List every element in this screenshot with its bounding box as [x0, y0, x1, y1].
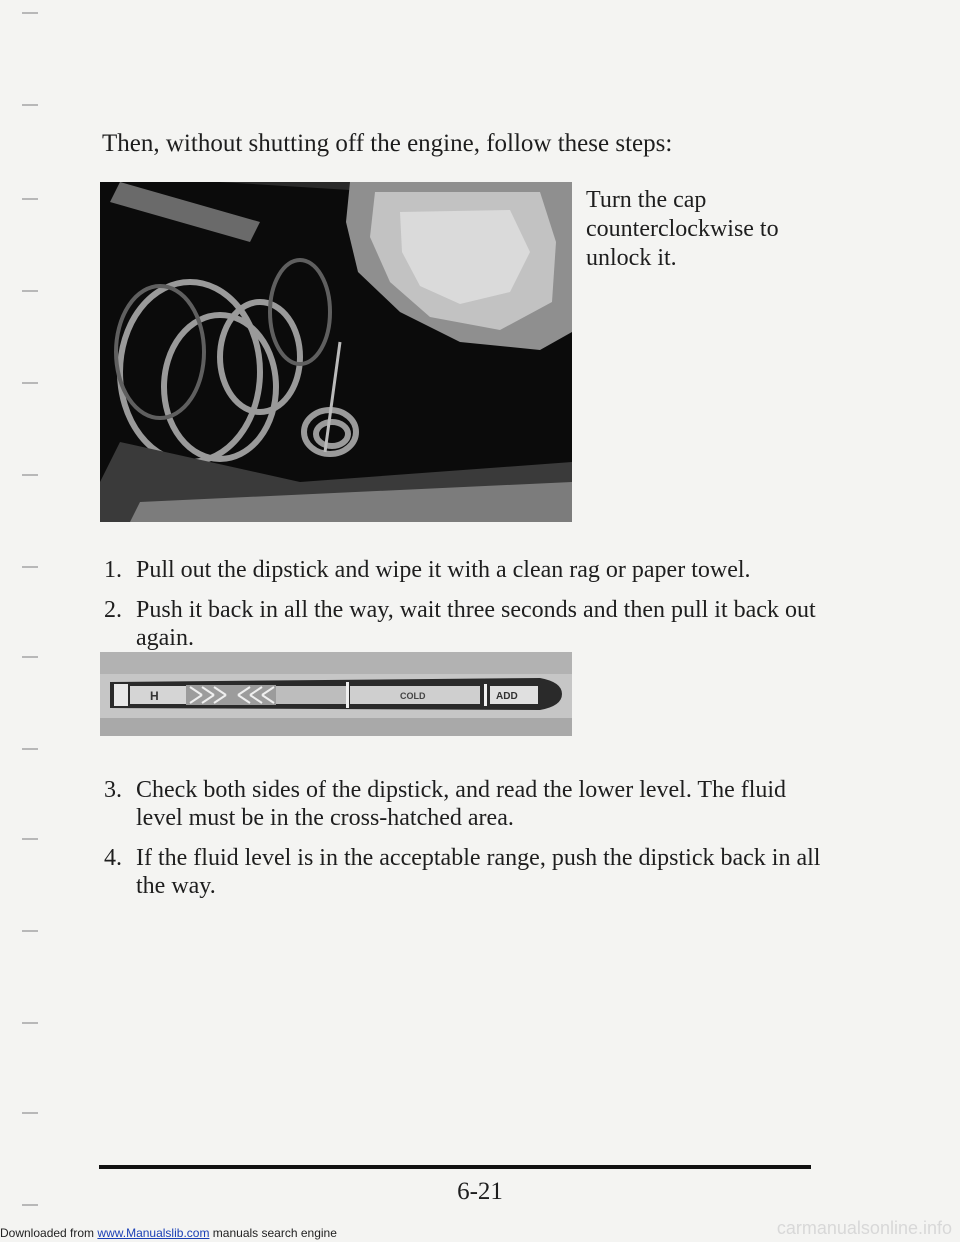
intro-text: Then, without shutting off the engine, follow these steps:: [102, 130, 673, 157]
margin-mark: [22, 566, 38, 568]
footer-suffix: manuals search engine: [212, 1226, 337, 1240]
manualslib-link[interactable]: www.Manualslib.com: [97, 1226, 210, 1240]
dipstick-illustration: [100, 652, 572, 736]
footer-prefix: Downloaded from: [0, 1226, 95, 1240]
margin-mark: [22, 656, 38, 658]
step-number: 3.: [104, 777, 122, 803]
steps-list-part-2: [104, 776, 824, 912]
cap-photo: [100, 182, 572, 522]
margin-mark: [22, 198, 38, 200]
margin-mark: [22, 1022, 38, 1024]
step-item: [104, 596, 824, 652]
margin-mark: [22, 474, 38, 476]
margin-mark: [22, 382, 38, 384]
step-text: Push it back in all the way, wait three seconds and then pull it back out again.: [136, 597, 816, 651]
step-number: 2.: [104, 597, 122, 623]
photo-caption: Turn the cap counterclockwise to unlock it.: [586, 187, 779, 271]
step-item: [104, 556, 824, 584]
margin-mark: [22, 838, 38, 840]
margin-mark: [22, 1112, 38, 1114]
page-number: 6-21: [457, 1178, 503, 1205]
footer-rule: [99, 1165, 811, 1169]
cap-photo-illustration: [100, 182, 572, 522]
margin-mark: [22, 104, 38, 106]
margin-mark: [22, 748, 38, 750]
step-text: If the fluid level is in the acceptable range, push the dipstick back in all the way.: [136, 845, 821, 899]
dipstick-mark-h: H: [150, 689, 159, 703]
margin-mark: [22, 290, 38, 292]
step-item: [104, 844, 824, 900]
dipstick-photo: [100, 652, 572, 736]
dipstick-mark-add: ADD: [496, 691, 518, 702]
site-watermark: carmanualsonline.info: [776, 1218, 952, 1238]
margin-mark: [22, 12, 38, 14]
step-item: [104, 776, 824, 832]
margin-mark: [22, 930, 38, 932]
step-text: Check both sides of the dipstick, and read the lower level. The fluid level must be in the cross-hatched area.: [136, 777, 787, 831]
step-number: 1.: [104, 557, 122, 583]
download-footer: [0, 1226, 337, 1240]
dipstick-mark-cold: COLD: [400, 691, 426, 701]
steps-list-part-1: [104, 556, 824, 664]
step-number: 4.: [104, 845, 122, 871]
step-text: Pull out the dipstick and wipe it with a clean rag or paper towel.: [136, 557, 751, 583]
